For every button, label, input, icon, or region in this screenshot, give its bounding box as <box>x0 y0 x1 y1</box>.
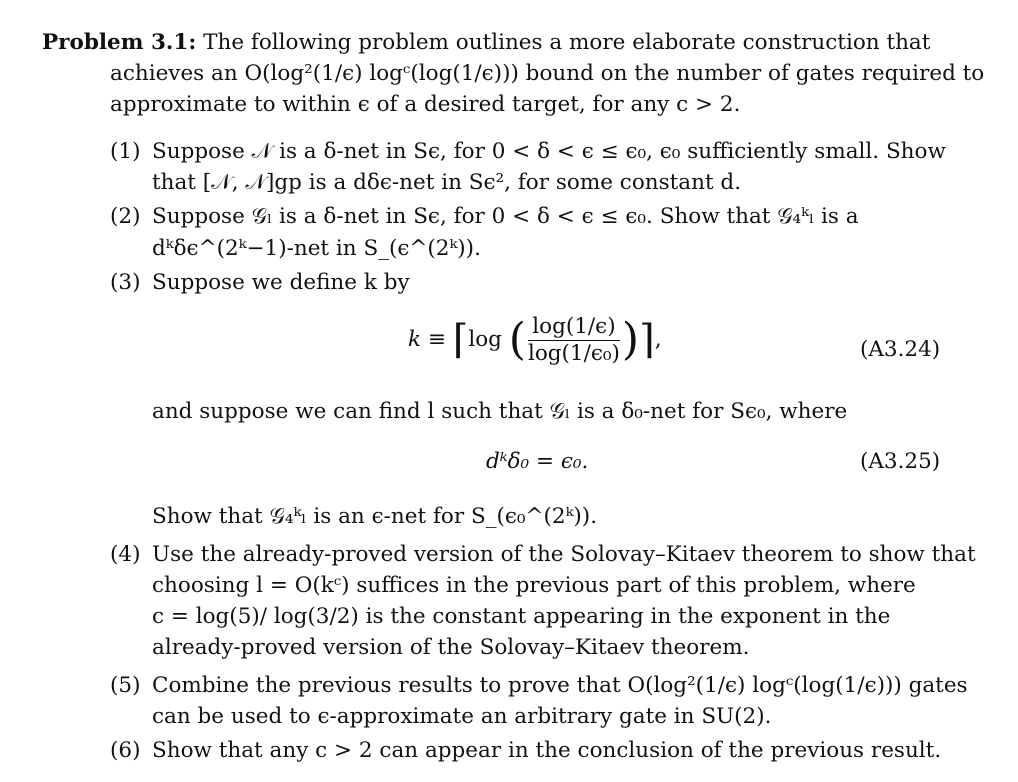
item-5-number: (5) <box>110 673 141 698</box>
eq-a3-24-denominator: log(1/ϵ₀) <box>527 340 620 366</box>
item-3-number: (3) <box>110 270 141 295</box>
item-4-line-4: already-proved version of the Solovay–Kitaev theorem. <box>152 635 750 660</box>
item-4-number: (4) <box>110 542 141 567</box>
intro-line-1-text: The following problem outlines a more elaborate construction that <box>203 30 931 55</box>
item-2-number: (2) <box>110 204 141 229</box>
problem-label: Problem 3.1: <box>42 30 197 55</box>
eq-a3-24-number: (A3.24) <box>860 337 941 362</box>
eq-a3-24-fraction <box>528 314 620 367</box>
eq-a3-24-tail: , <box>654 327 662 352</box>
problem-intro-line-2: achieves an O(log²(1/ϵ) logᶜ(log(1/ϵ))) bound on the number of gates required to <box>110 61 985 86</box>
item-5-line-2: can be used to ϵ-approximate an arbitrary gate in SU(2). <box>152 704 772 729</box>
item-2-line-2: dᵏδϵ^(2ᵏ−1)-net in S_(ϵ^(2ᵏ)). <box>152 236 481 261</box>
left-paren: ( <box>508 314 526 365</box>
equation-a3-24 <box>408 310 662 370</box>
item-4-line-1: Use the already-proved version of the Solovay–Kitaev theorem to show that <box>152 542 976 567</box>
right-paren: ) <box>621 314 640 365</box>
item-6-line-1: Show that any c > 2 can appear in the conclusion of the previous result. <box>152 738 942 763</box>
item-5-line-1: Combine the previous results to prove that O(log²(1/ϵ) logᶜ(log(1/ϵ))) gates <box>152 673 968 698</box>
item-3-line-3: Show that 𝒢₄ᵏₗ is an ϵ-net for S_(ϵ₀^(2ᵏ)). <box>152 504 598 529</box>
left-ceiling-bracket: ⌈ <box>452 317 469 363</box>
item-4-line-2: choosing l = O(kᶜ) suffices in the previous part of this problem, where <box>152 573 916 598</box>
eq-a3-24-log: log <box>468 327 502 352</box>
item-3-line-1: Suppose we define k by <box>152 270 410 295</box>
item-4-line-3: c = log(5)/ log(3/2) is the constant appearing in the exponent in the <box>152 604 891 629</box>
problem-intro-line-3: approximate to within ϵ of a desired target, for any c > 2. <box>110 92 741 117</box>
item-3-line-2: and suppose we can find l such that 𝒢ₗ is a δ₀-net for Sϵ₀, where <box>152 399 848 424</box>
item-1-number: (1) <box>110 139 141 164</box>
item-2-line-1: Suppose 𝒢ₗ is a δ-net in Sϵ, for 0 < δ < ϵ ≤ ϵ₀. Show that 𝒢₄ᵏₗ is a <box>152 204 859 229</box>
item-6-number: (6) <box>110 738 141 763</box>
item-1-line-1: Suppose 𝒩 is a δ-net in Sϵ, for 0 < δ < ϵ ≤ ϵ₀, ϵ₀ sufficiently small. Show <box>152 139 946 164</box>
item-1-line-2: that [𝒩, 𝒩]gp is a dδϵ-net in Sϵ², for some constant d. <box>152 170 742 195</box>
equation-a3-25: dᵏδ₀ = ϵ₀. <box>486 449 589 474</box>
eq-a3-24-lhs: k ≡ <box>408 327 446 352</box>
right-ceiling-bracket: ⌉ <box>639 317 655 363</box>
eq-a3-25-number: (A3.25) <box>860 449 941 474</box>
problem-intro-line-1 <box>42 29 930 57</box>
eq-a3-24-numerator: log(1/ϵ) <box>528 314 620 341</box>
